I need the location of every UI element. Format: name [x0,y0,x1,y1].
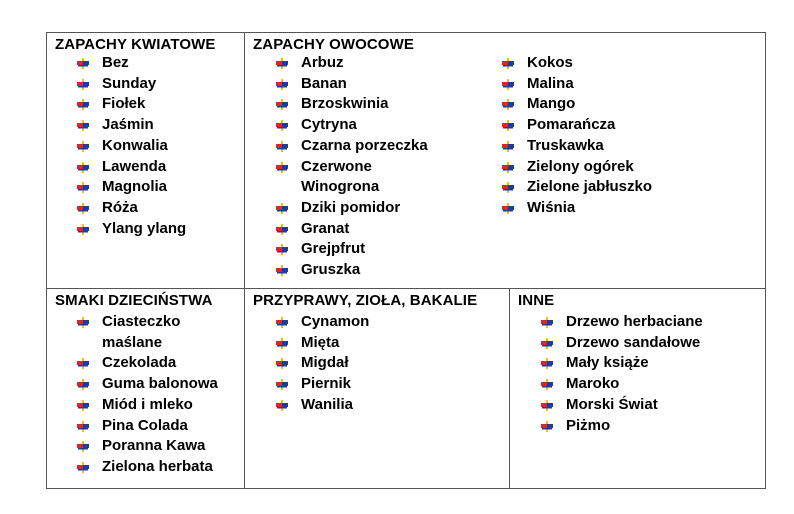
heading-spices: PRZYPRAWY, ZIOŁA, BAKALIE [253,292,478,309]
list-item-label: Zielona herbata [102,457,213,475]
list-item-label: Winogrona [301,178,380,196]
pin-bullet-icon [276,379,288,390]
pin-bullet-icon [502,141,514,152]
list-item [502,74,652,95]
list-item [502,157,652,178]
cell-childhood [46,288,244,488]
list-item-label: Konwalia [102,136,168,154]
list-item [77,219,186,240]
pin-bullet-icon [276,162,288,173]
pin-bullet-icon [77,120,89,131]
pin-bullet-icon [276,317,288,328]
list-item [276,157,428,198]
pin-bullet-icon [77,462,89,473]
list-item-label: maślane [102,333,163,351]
list-item [77,436,218,457]
pin-bullet-icon [276,120,288,131]
list-item [502,136,652,157]
list-item-label: Wiśnia [527,198,576,216]
pin-bullet-icon [502,58,514,69]
list-item [77,312,218,353]
list-item [77,395,218,416]
list-childhood [77,312,218,478]
list-item-label: Cynamon [301,313,370,330]
pin-bullet-icon [77,203,89,214]
list-item-label: Zielony ogórek [527,157,634,175]
list-item [276,260,428,281]
list-item [77,177,186,198]
list-item-label: Granat [301,219,350,237]
list-item [502,177,652,198]
list-other [541,312,703,436]
list-item [276,136,428,157]
list-item [276,94,428,115]
heading-floral: ZAPACHY KWIATOWE [55,36,216,53]
list-item [276,219,428,240]
list-item [276,115,428,136]
list-item [276,74,428,95]
list-item [77,157,186,178]
pin-bullet-icon [77,224,89,235]
pin-bullet-icon [77,162,89,173]
list-item [77,457,218,478]
list-item-label: Banan [301,74,347,92]
pin-bullet-icon [77,79,89,90]
pin-bullet-icon [502,120,514,131]
list-item [502,94,652,115]
pin-bullet-icon [502,203,514,214]
pin-bullet-icon [276,244,288,255]
list-item [541,312,703,333]
list-item-label: Drzewo sandałowe [566,333,701,351]
list-item-label: Jaśmin [102,116,154,134]
pin-bullet-icon [77,317,89,328]
list-item [541,416,703,437]
list-item-label: Fiołek [102,95,146,113]
pin-bullet-icon [541,400,553,411]
list-item [276,395,369,416]
list-item [77,416,218,437]
pin-bullet-icon [276,400,288,411]
pin-bullet-icon [276,99,288,110]
list-item [77,74,186,95]
list-item [77,53,186,74]
list-item-label: Mięta [301,333,340,351]
cell-floral [46,32,244,288]
table-border-bottom [46,488,766,489]
heading-fruity: ZAPACHY OWOCOWE [253,36,414,53]
list-item [276,374,369,395]
pin-bullet-icon [276,203,288,214]
pin-bullet-icon [502,79,514,90]
pin-bullet-icon [541,338,553,349]
pin-bullet-icon [276,58,288,69]
list-item-label: Piżmo [566,416,611,434]
list-item-label: Zielone jabłuszko [527,178,653,196]
list-item [541,395,703,416]
list-item-label: Guma balonowa [102,375,218,393]
pin-bullet-icon [276,338,288,349]
pin-bullet-icon [502,162,514,173]
list-item [502,53,652,74]
list-item-label: Lawenda [102,157,167,175]
pin-bullet-icon [276,141,288,152]
list-item [276,353,369,374]
list-item-label: Grejpfrut [301,240,366,258]
list-item-label: Bez [102,54,129,71]
list-spices [276,312,369,416]
list-item [77,94,186,115]
list-item [541,353,703,374]
pin-bullet-icon [77,99,89,110]
list-item [77,353,218,374]
list-item-label: Migdał [301,354,349,372]
pin-bullet-icon [502,99,514,110]
list-item-label: Czarna porzeczka [301,136,428,154]
pin-bullet-icon [276,358,288,369]
list-item-label: Róża [102,198,138,216]
list-item-label: Magnolia [102,178,168,196]
list-item [276,53,428,74]
pin-bullet-icon [276,265,288,276]
list-item-label: Brzoskwinia [301,95,389,113]
heading-childhood: SMAKI DZIECIŃSTWA [55,292,213,309]
pin-bullet-icon [276,79,288,90]
cell-fruity [244,32,765,288]
list-item-label: Czekolada [102,354,177,372]
list-item [77,198,186,219]
list-item [276,198,428,219]
pin-bullet-icon [77,141,89,152]
list-item [276,312,369,333]
cell-other [509,288,765,488]
list-item [276,239,428,260]
pin-bullet-icon [77,358,89,369]
list-item-label: Czerwone [301,157,372,175]
list-item-label: Pomarańcza [527,116,616,134]
list-item [541,374,703,395]
list-item-label: Piernik [301,375,352,393]
list-item [77,374,218,395]
list-item-label: Morski Świat [566,395,658,413]
list-item-label: Maroko [566,375,620,393]
pin-bullet-icon [276,224,288,235]
list-item [276,333,369,354]
pin-bullet-icon [541,358,553,369]
pin-bullet-icon [77,379,89,390]
list-item-label: Gruszka [301,261,361,279]
pin-bullet-icon [541,379,553,390]
list-item [77,136,186,157]
list-item-label: Mango [527,95,576,113]
list-item-label: Drzewo herbaciane [566,313,703,330]
pin-bullet-icon [77,182,89,193]
list-item [502,198,652,219]
list-item-label: Wanilia [301,395,353,413]
list-item-label: Poranna Kawa [102,437,206,455]
list-item-label: Ciasteczko [102,313,181,330]
list-item-label: Pina Colada [102,416,188,434]
list-item [502,115,652,136]
pin-bullet-icon [77,58,89,69]
pin-bullet-icon [77,421,89,432]
list-item-label: Dziki pomidor [301,198,401,216]
list-item-label: Mały książe [566,354,649,372]
pin-bullet-icon [502,182,514,193]
cell-spices [244,288,509,488]
pin-bullet-icon [541,421,553,432]
pin-bullet-icon [77,441,89,452]
table-border-right [765,32,766,489]
pin-bullet-icon [77,400,89,411]
list-item [541,333,703,354]
heading-other: INNE [518,292,555,309]
list-item-label: Kokos [527,54,573,71]
list-item-label: Sunday [102,74,157,92]
list-item-label: Miód i mleko [102,395,193,413]
list-item-label: Malina [527,74,574,92]
list-item [77,115,186,136]
list-item-label: Ylang ylang [102,219,187,237]
pin-bullet-icon [541,317,553,328]
list-floral [77,53,186,239]
list-item-label: Truskawka [527,136,604,154]
list-fruity-col2 [502,53,652,219]
list-item-label: Cytryna [301,116,357,134]
list-fruity-col1 [276,53,428,281]
list-item-label: Arbuz [301,54,344,71]
